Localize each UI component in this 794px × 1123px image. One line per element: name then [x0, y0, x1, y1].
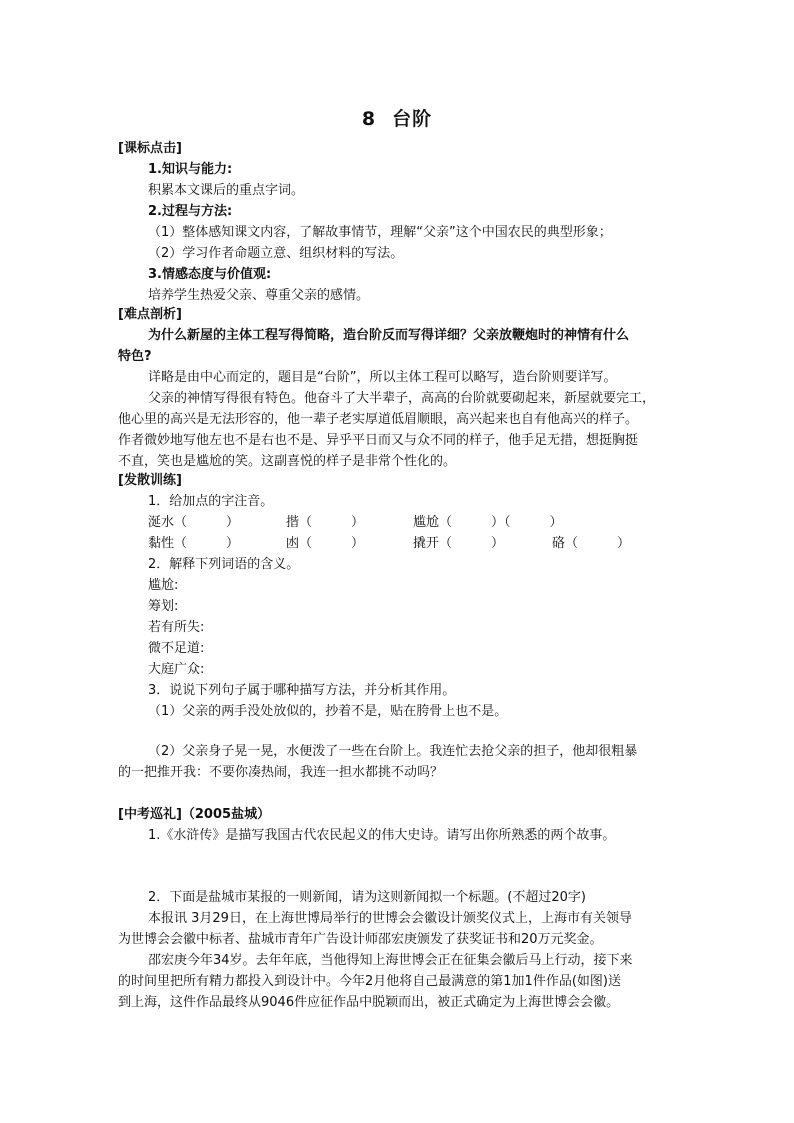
- section-heading-analysis: [难点剖析]: [118, 307, 182, 322]
- analysis-answer-line-1: 详略是由中心而定的，题目是“台阶”，所以主体工程可以略写，造台阶则要详写。: [148, 370, 617, 385]
- pinyin-item: 黏性（ ）: [148, 536, 240, 551]
- exercise-3-prompt: 3．说说下列句子属于哪种描写方法，并分析其作用。: [148, 683, 456, 698]
- vocab-word: 尴尬:: [148, 578, 179, 593]
- vocab-word: 筹划:: [148, 599, 179, 614]
- exercise-1-prompt: 1．给加点的字注音。: [148, 494, 274, 509]
- objective-knowledge-heading: 1.知识与能力:: [148, 162, 233, 177]
- vocab-word: 微不足道:: [148, 641, 205, 656]
- objective-process-item-1: （1）整体感知课文内容，了解故事情节，理解“父亲”这个中国农民的典型形象；: [148, 225, 612, 240]
- exercise-3-sentence-2-line-2: 的一把推开我：不要你凑热闹，我连一担水都挑不动吗？: [118, 765, 444, 780]
- exam-question-2: 2．下面是盐城市某报的一则新闻，请为这则新闻拟一个标题。(不超过20字): [148, 890, 586, 905]
- analysis-answer-line-2: 父亲的神情写得很有特色。他奋斗了大半辈子，高高的台阶就要砌起来，新屋就要完工，: [148, 391, 656, 406]
- pinyin-item: 涎水（ ）: [148, 515, 240, 530]
- exam-heading: [中考巡礼]: [118, 807, 182, 822]
- objective-emotion-heading: 3.情感态度与价值观:: [148, 267, 272, 282]
- analysis-question-line-1: 为什么新屋的主体工程写得简略，造台阶反而写得详细？父亲放鞭炮时的神情有什么: [148, 328, 630, 343]
- exercise-2-prompt: 2．解释下列词语的含义。: [148, 557, 300, 572]
- analysis-answer-line-4: 作者微妙地写他左也不是右也不是、异乎平日而又与众不同的样子，他手足无措，想挺胸挺: [118, 433, 639, 448]
- objective-process-item-2: （2）学习作者命题立意、组织材料的写法。: [148, 246, 404, 261]
- exercise-3-sentence-2-line-1: （2）父亲身子晃一晃，水便泼了一些在台阶上。我连忙去抢父亲的担子，他却很粗暴: [148, 744, 638, 759]
- exam-source-tag: （2005盐城）: [181, 807, 271, 822]
- exercise-3-sentence-1: （1）父亲的两手没处放似的，抄着不是，贴在胯骨上也不是。: [148, 704, 508, 719]
- pinyin-item: 硌（ ）: [552, 536, 631, 551]
- news-line-5: 到上海，这件作品最终从9046件应征作品中脱颖而出，被正式确定为上海世博会会徽。: [118, 995, 620, 1010]
- news-line-1: 本报讯 3月29日，在上海世博局举行的世博会会徽设计颁奖仪式上，上海市有关领导: [148, 911, 632, 926]
- vocab-word: 大庭广众:: [148, 662, 205, 677]
- news-line-3: 邵宏庚今年34岁。去年年底，当他得知上海世博会正在征集会徽后马上行动，接下来: [148, 953, 633, 968]
- page-title: [0, 104, 794, 131]
- objective-knowledge-text: 积累本文课后的重点字词。: [148, 183, 305, 198]
- vocab-word: 若有所失:: [148, 620, 205, 635]
- pinyin-item: 揩（ ）: [286, 515, 365, 530]
- pinyin-item: 凼（ ）: [286, 536, 365, 551]
- pinyin-item: 尴尬（ ）（ ）: [413, 515, 563, 530]
- lesson-title: 台阶: [392, 108, 433, 130]
- section-heading-exam: [118, 806, 270, 824]
- analysis-answer-line-5: 不直，笑也是尴尬的笑。这副喜悦的样子是非常个性化的。: [118, 454, 457, 469]
- section-heading-exercises: [发散训练]: [118, 473, 182, 488]
- pinyin-item: 撬开（ ）: [413, 536, 505, 551]
- analysis-answer-line-3: 他心里的高兴是无法形容的，他一辈子老实厚道低眉顺眼，高兴起来也自有他高兴的样子。: [118, 412, 639, 427]
- objective-process-heading: 2.过程与方法:: [148, 204, 233, 219]
- lesson-number: 8: [361, 108, 377, 130]
- objective-emotion-text: 培养学生热爱父亲、尊重父亲的感情。: [148, 288, 370, 303]
- section-heading-objectives: [课标点击]: [118, 141, 182, 156]
- news-line-2: 为世博会会徽中标者、盐城市青年广告设计师邵宏庚颁发了获奖证书和20万元奖金。: [118, 932, 603, 947]
- analysis-question-line-2: 特色?: [118, 349, 152, 364]
- exam-question-1: 1.《水浒传》是描写我国古代农民起义的伟大史诗。请写出你所熟悉的两个故事。: [148, 828, 616, 843]
- news-line-4: 的时间里把所有精力都投入到设计中。今年2月他将自己最满意的第1加1件作品(如图)送: [118, 974, 621, 989]
